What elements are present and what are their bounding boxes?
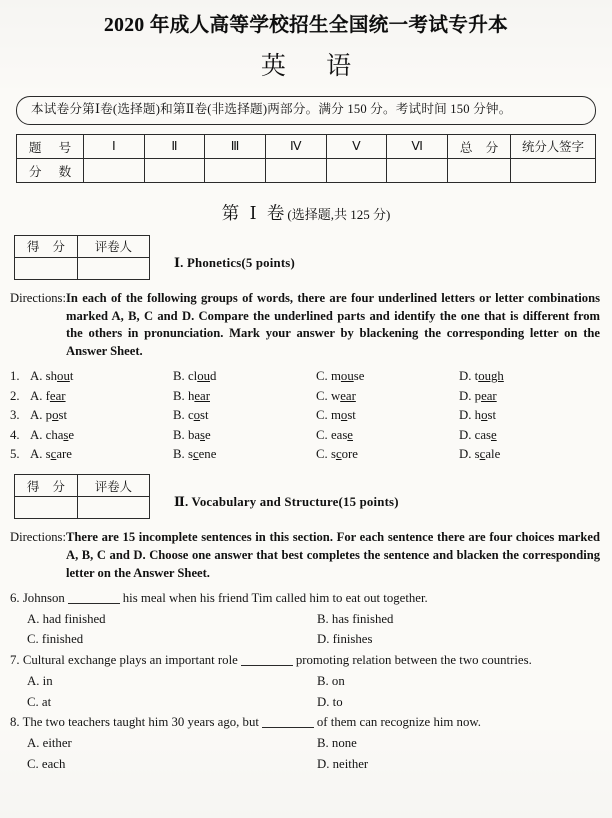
option-word: shout	[45, 369, 74, 384]
grade-box-section-2	[14, 474, 150, 519]
option-letter: B.	[173, 369, 185, 384]
row-label-question-number: 题 号	[17, 134, 84, 158]
option-word: cloud	[187, 369, 217, 384]
instruction-bar: 本试卷分第Ⅰ卷(选择题)和第Ⅱ卷(非选择题)两部分。满分 150 分。考试时间 150 分钟。	[16, 96, 596, 125]
section-1-directions	[10, 290, 600, 362]
vocabulary-option[interactable]: C. each	[27, 756, 66, 771]
phonetics-option[interactable]	[459, 426, 497, 445]
score-cell-4[interactable]	[265, 158, 326, 182]
grade-label-score: 得 分	[15, 475, 78, 497]
option-word: wear	[330, 388, 356, 403]
vocabulary-option[interactable]: A. had finished	[27, 611, 106, 626]
option-letter: D.	[459, 388, 472, 403]
score-cell-signature[interactable]	[511, 158, 596, 182]
score-cell-6[interactable]	[387, 158, 448, 182]
phonetics-option[interactable]	[316, 426, 459, 445]
option-letter: D.	[459, 369, 472, 384]
phonetics-option[interactable]	[173, 445, 316, 464]
stem-before-blank: Cultural exchange plays an important role	[22, 653, 238, 668]
phonetics-question-row	[10, 445, 612, 464]
vocabulary-option-row	[10, 733, 612, 754]
phonetics-option[interactable]	[459, 445, 500, 464]
underlined-part: s	[63, 427, 69, 442]
section-2-title: Ⅱ. Vocabulary and Structure(15 points)	[174, 495, 399, 510]
table-row-scores	[17, 158, 596, 182]
phonetics-option[interactable]	[459, 406, 496, 425]
grade-label-score: 得 分	[15, 235, 78, 257]
phonetics-question-row	[10, 406, 612, 425]
vocabulary-question-stem	[10, 712, 612, 733]
score-cell-2[interactable]	[144, 158, 205, 182]
option-letter: C.	[316, 408, 328, 423]
option-letter: C.	[316, 446, 328, 461]
phonetics-question-row	[10, 367, 612, 386]
option-word: chase	[45, 427, 75, 442]
answer-blank[interactable]	[262, 727, 314, 728]
section-1-title: Ⅰ. Phonetics(5 points)	[174, 255, 295, 270]
vocabulary-option-row	[10, 671, 612, 692]
vocabulary-option[interactable]: D. neither	[317, 756, 369, 771]
vocabulary-option[interactable]: D. to	[317, 694, 343, 709]
vocabulary-option[interactable]: D. finishes	[317, 632, 373, 647]
underlined-part: ear	[481, 388, 497, 403]
phonetics-option[interactable]	[173, 406, 316, 425]
underlined-part: ear	[340, 388, 356, 403]
stem-after-blank: promoting relation between the two countries.	[295, 653, 532, 668]
vocabulary-option[interactable]: A. in	[27, 673, 53, 688]
option-letter: C.	[316, 369, 328, 384]
option-letter: B.	[173, 388, 185, 403]
score-col-6: Ⅵ	[387, 134, 448, 158]
option-letter: A.	[30, 427, 43, 442]
underlined-part: s	[200, 427, 206, 442]
stem-before-blank: The two teachers taught him 30 years ago, but	[22, 715, 259, 730]
directions-label: Directions:	[10, 290, 66, 305]
stem-after-blank: of them can recognize him now.	[316, 715, 481, 730]
score-col-2: Ⅱ	[144, 134, 205, 158]
underlined-part: o	[340, 408, 348, 423]
underlined-part: c	[50, 446, 57, 461]
option-letter: A.	[30, 446, 43, 461]
score-col-5: Ⅴ	[326, 134, 387, 158]
phonetics-option[interactable]	[173, 367, 316, 386]
score-cell-5[interactable]	[326, 158, 387, 182]
vocabulary-option[interactable]: C. finished	[27, 632, 84, 647]
option-word: fear	[45, 388, 66, 403]
underlined-part: ou	[197, 369, 210, 384]
directions-label: Directions:	[10, 530, 66, 545]
vocabulary-option[interactable]: A. either	[27, 736, 72, 751]
option-letter: B.	[173, 427, 185, 442]
option-word: tough	[474, 369, 504, 384]
part-one-heading-sub: (选择题,共 125 分)	[287, 206, 391, 222]
score-col-total: 总 分	[448, 134, 511, 158]
vocabulary-option[interactable]: B. none	[317, 736, 357, 751]
underlined-part: ou	[340, 369, 354, 384]
question-number: 5.	[10, 446, 20, 461]
underlined-part: o	[52, 408, 59, 423]
option-letter: A.	[30, 408, 43, 423]
phonetics-question-row	[10, 387, 612, 406]
question-number: 3.	[10, 408, 20, 423]
option-letter: A.	[30, 388, 43, 403]
score-col-1: Ⅰ	[84, 134, 145, 158]
option-word: host	[474, 408, 497, 423]
question-number: 8.	[10, 715, 20, 730]
underlined-part: ou	[57, 369, 70, 384]
phonetics-option[interactable]	[30, 387, 173, 406]
exam-title: 2020 年成人高等学校招生全国统一考试专升本	[103, 15, 509, 36]
score-col-3: Ⅲ	[205, 134, 266, 158]
option-word: base	[187, 427, 211, 442]
option-letter: C.	[316, 427, 328, 442]
phonetics-option[interactable]	[173, 387, 316, 406]
grade-box-section-1	[14, 235, 150, 280]
option-letter: D.	[459, 427, 472, 442]
section-2-directions	[10, 529, 600, 583]
vocabulary-option-row	[10, 609, 612, 630]
phonetics-option[interactable]	[459, 387, 497, 406]
option-letter: B.	[173, 446, 185, 461]
option-word: scene	[187, 446, 217, 461]
part-one-heading	[0, 200, 612, 225]
option-word: case	[474, 427, 497, 442]
grade-value-score[interactable]	[15, 497, 78, 519]
option-letter: C.	[316, 388, 328, 403]
option-word: pear	[474, 388, 497, 403]
grade-box-values	[15, 497, 150, 519]
grade-label-marker: 评卷人	[78, 235, 150, 257]
score-cell-1[interactable]	[84, 158, 145, 182]
table-row-question-numbers	[17, 134, 596, 158]
directions-text: In each of the following groups of words, there are four underlined letters or letter combinations marked A, B, C and D. Compare the underlined parts and identify the one that is different from the others in pronunciation. Mark your answer by blackening the corresponding letter on the Answer Sheet.	[65, 290, 600, 359]
vocabulary-question-list	[10, 588, 612, 774]
underlined-part: c	[479, 446, 486, 461]
grade-box-values	[15, 257, 150, 279]
option-word: cost	[187, 408, 209, 423]
option-word: score	[330, 446, 358, 461]
grade-value-marker[interactable]	[78, 497, 150, 519]
underlined-part: c	[192, 446, 199, 461]
question-number: 7.	[10, 653, 20, 668]
score-cell-total[interactable]	[448, 158, 511, 182]
phonetics-option[interactable]	[459, 367, 504, 386]
option-word: most	[330, 408, 356, 423]
score-col-signature: 统分人签字	[511, 134, 596, 158]
grade-box-labels	[15, 475, 150, 497]
grade-value-score[interactable]	[15, 257, 78, 279]
option-word: ease	[330, 427, 353, 442]
stem-after-blank: his meal when his friend Tim called him to eat out together.	[122, 591, 428, 606]
part-one-heading-main: 第 Ⅰ 卷	[221, 202, 288, 223]
vocabulary-option[interactable]: C. at	[27, 694, 52, 709]
vocabulary-option-row	[10, 629, 612, 650]
phonetics-option[interactable]	[30, 406, 173, 425]
option-word: mouse	[330, 369, 365, 384]
phonetics-option[interactable]	[316, 406, 459, 425]
vocabulary-option[interactable]: B. on	[317, 673, 345, 688]
option-word: scare	[45, 446, 72, 461]
score-cell-3[interactable]	[205, 158, 266, 182]
option-letter: D.	[459, 408, 472, 423]
question-number: 2.	[10, 388, 20, 403]
answer-blank[interactable]	[68, 603, 120, 604]
vocabulary-option-row	[10, 754, 612, 775]
underlined-part: e	[347, 427, 353, 442]
underlined-part: ough	[478, 369, 504, 384]
option-letter: D.	[459, 446, 472, 461]
phonetics-option[interactable]	[30, 426, 173, 445]
grade-box-labels	[15, 235, 150, 257]
question-number: 4.	[10, 427, 20, 442]
directions-text: There are 15 incomplete sentences in this section. For each sentence there are four choices marked A, B, C and D. Choose one answer that best completes the sentence and blacken the corresponding letter on the Answer Sheet.	[65, 530, 600, 581]
question-number: 1.	[10, 369, 20, 384]
vocabulary-question-stem	[10, 650, 612, 671]
stem-before-blank: Johnson	[22, 591, 65, 606]
underlined-part: c	[335, 446, 342, 461]
phonetics-option[interactable]	[316, 387, 459, 406]
question-number: 6.	[10, 591, 20, 606]
grade-value-marker[interactable]	[78, 257, 150, 279]
underlined-part: e	[491, 427, 497, 442]
instruction-bar-wrapper	[16, 96, 596, 125]
section-2-header-row	[14, 474, 612, 519]
phonetics-option[interactable]	[316, 367, 459, 386]
score-summary-table	[16, 134, 596, 183]
phonetics-option[interactable]	[30, 367, 173, 386]
grade-label-marker: 评卷人	[78, 475, 150, 497]
score-col-4: Ⅳ	[265, 134, 326, 158]
section-1-header-row	[14, 235, 612, 280]
underlined-part: ear	[194, 388, 210, 403]
vocabulary-question-stem	[10, 588, 612, 609]
vocabulary-option-row	[10, 692, 612, 713]
answer-blank[interactable]	[241, 665, 293, 666]
underlined-part: ear	[49, 388, 66, 403]
exam-subject: 英 语	[260, 53, 369, 80]
row-label-score: 分 数	[17, 158, 84, 182]
phonetics-option[interactable]	[316, 445, 459, 464]
option-word: scale	[474, 446, 501, 461]
phonetics-question-list	[10, 367, 612, 464]
option-letter: A.	[30, 369, 43, 384]
underlined-part: o	[481, 408, 488, 423]
phonetics-option[interactable]	[173, 426, 316, 445]
phonetics-question-row	[10, 426, 612, 445]
underlined-part: o	[193, 408, 201, 423]
option-word: post	[45, 408, 68, 423]
phonetics-option[interactable]	[30, 445, 173, 464]
option-word: hear	[187, 388, 210, 403]
option-letter: B.	[173, 408, 185, 423]
vocabulary-option[interactable]: B. has finished	[317, 611, 394, 626]
